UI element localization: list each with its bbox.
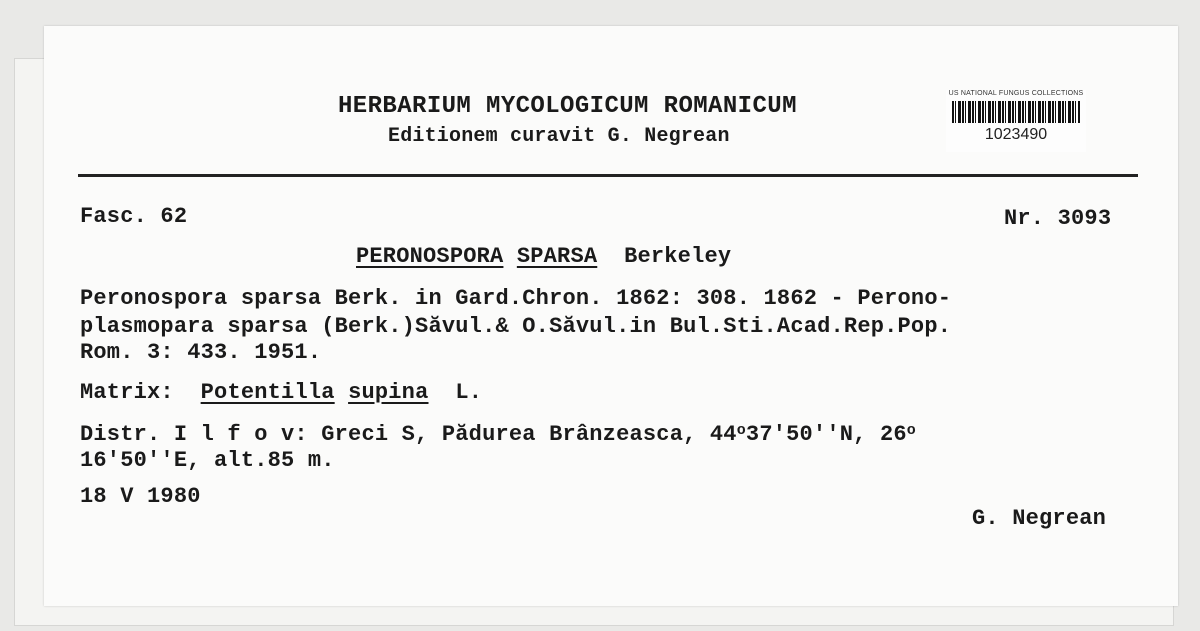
exsiccata-number: Nr. 3093 bbox=[1004, 206, 1112, 231]
distribution-line-1 bbox=[80, 422, 916, 448]
synonymy-line-1: Peronospora sparsa Berk. in Gard.Chron. 1862: 308. 1862 - Perono- bbox=[80, 286, 952, 311]
distribution-coords: 37'50''N, 26 bbox=[745, 422, 907, 447]
header-rule bbox=[78, 174, 1138, 177]
distribution-line-2: 16'50''E, alt.85 m. bbox=[80, 448, 335, 473]
host-author: L. bbox=[455, 380, 483, 405]
label-title: HERBARIUM MYCOLOGICUM ROMANICUM bbox=[338, 93, 797, 120]
barcode-number: 1023490 bbox=[984, 126, 1048, 143]
species-author: Berkeley bbox=[624, 244, 732, 269]
fascicle-number: Fasc. 62 bbox=[80, 204, 188, 229]
species-epithet: SPARSA bbox=[516, 244, 598, 269]
synonymy-line-2: plasmopara sparsa (Berk.)Săvul.& O.Săvul.in Bul.Sti.Acad.Rep.Pop. bbox=[80, 314, 952, 339]
synonymy-line-3: Rom. 3: 433. 1951. bbox=[80, 340, 322, 365]
species-name bbox=[356, 244, 731, 270]
matrix-line bbox=[80, 380, 482, 406]
barcode-sticker bbox=[946, 90, 1086, 152]
host-epithet: supina bbox=[348, 380, 429, 405]
matrix-label: Matrix: bbox=[80, 380, 174, 405]
barcode-bars bbox=[952, 101, 1080, 123]
collector-name: G. Negrean bbox=[972, 506, 1107, 531]
degree-mark: o bbox=[736, 422, 746, 439]
collection-date: 18 V 1980 bbox=[80, 484, 201, 509]
distribution-locality: Distr. I l f o v: Greci S, Pădurea Brânzeasca, 44 bbox=[80, 422, 737, 447]
degree-mark-2: o bbox=[906, 422, 916, 439]
label-subtitle: Editionem curavit G. Negrean bbox=[388, 125, 730, 148]
species-genus: PERONOSPORA bbox=[356, 244, 504, 269]
host-genus: Potentilla bbox=[200, 380, 335, 405]
barcode-collection: US NATIONAL FUNGUS COLLECTIONS bbox=[948, 90, 1084, 97]
